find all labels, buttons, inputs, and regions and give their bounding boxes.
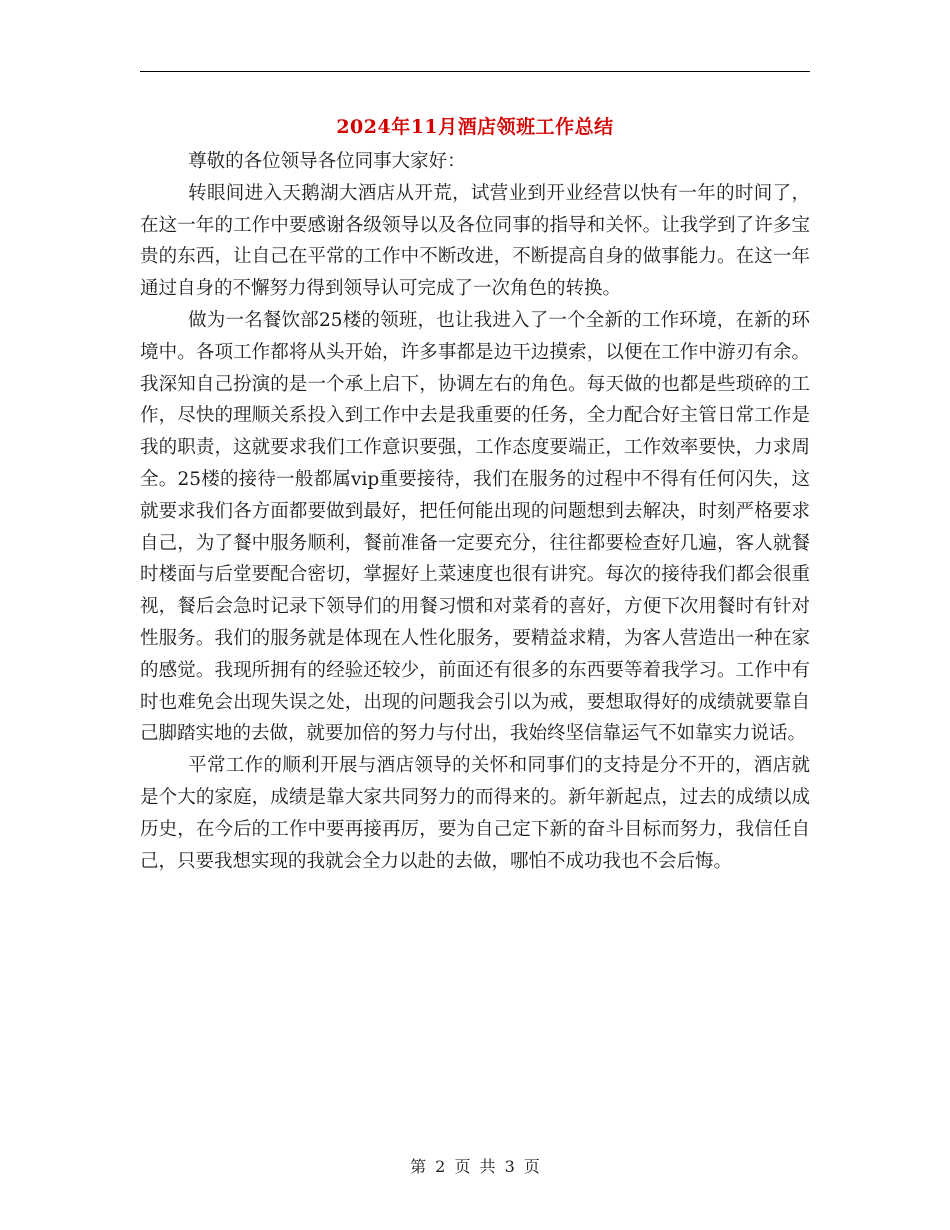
- body-paragraph-3: 平常工作的顺利开展与酒店领导的关怀和同事们的支持是分不开的，酒店就是个大的家庭，成绩是靠大家共同努力的而得来的。新年新起点，过去的成绩以成历史，在今后的工作中要再接再厉，要为自己定下新的奋斗目标而努力，我信任自己，只要我想实现的我就会全力以赴的去做，哪怕不成功我也不会后悔。: [140, 755, 810, 872]
- salutation-paragraph: 尊敬的各位领导各位同事大家好：: [188, 151, 466, 172]
- body-paragraph-2: 做为一名餐饮部25楼的领班，也让我进入了一个全新的工作环境，在新的环境中。各项工作都将从头开始，许多事都是边干边摸索，以便在工作中游刃有余。我深知自己扮演的是一个承上启下，协调左右的角色。每天做的也都是些琐碎的工作，尽快的理顺关系投入到工作中去是我重要的任务，全力配合好主管日常工作是我的职责，这就要求我们工作意识要强，工作态度要端正，工作效率要快，力求周全。25楼的接待一般都属vip重要接待，我们在服务的过程中不得有任何闪失，这就要求我们各方面都要做到最好，把任何能出现的问题想到去解决，时刻严格要求自己，为了餐中服务顺利，餐前准备一定要充分，往往都要检查好几遍，客人就餐时楼面与后堂要配合密切，掌握好上菜速度也很有讲究。每次的接待我们都会很重视，餐后会急时记录下领导们的用餐习惯和对菜肴的喜好，方便下次用餐时有针对性服务。我们的服务就是体现在人性化服务，要精益求精，为客人营造出一种在家的感觉。我现所拥有的经验还较少，前面还有很多的东西要等着我学习。工作中有时也难免会出现失误之处，出现的问题我会引以为戒，要想取得好的成绩就要靠自己脚踏实地的去做，就要加倍的努力与付出，我始终坚信靠运气不如靠实力说话。: [140, 309, 810, 745]
- body-paragraph-1: 转眼间进入天鹅湖大酒店从开荒，试营业到开业经营以快有一年的时间了，在这一年的工作中要感谢各级领导以及各位同事的指导和关怀。让我学到了许多宝贵的东西，让自己在平常的工作中不断改进，不断提高自身的做事能力。在这一年通过自身的不懈努力得到领导认可完成了一次角色的转换。: [140, 182, 810, 300]
- document-title: 2024年11月酒店领班工作总结: [336, 116, 614, 138]
- page-number-footer: 第 2 页 共 3 页: [410, 1157, 540, 1176]
- document-body: [140, 146, 810, 877]
- header-rule: [140, 71, 810, 72]
